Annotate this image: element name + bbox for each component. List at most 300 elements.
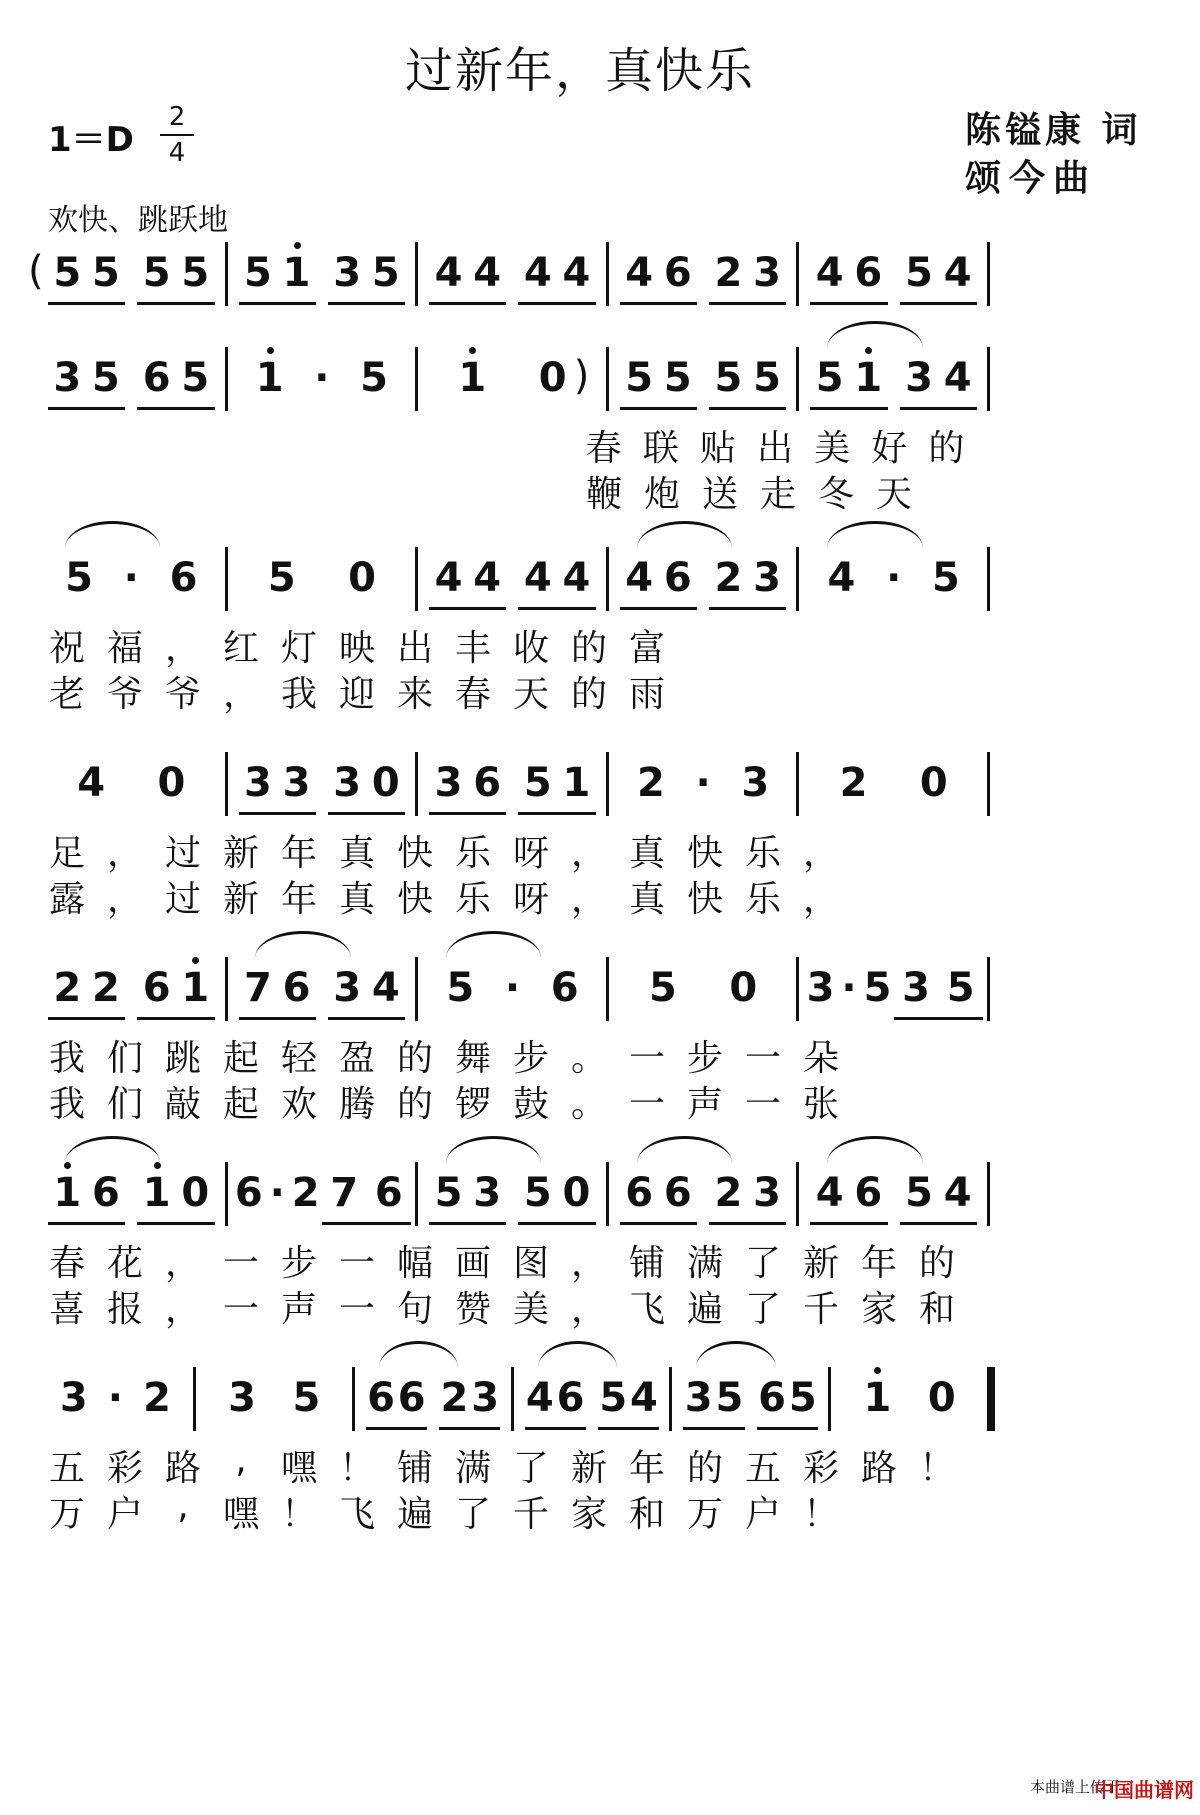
note: 5 [53,250,82,296]
lyric-line: 露 ， 过 新 年 真 快 乐 呀 ， 真 快 乐 ， [48,879,839,920]
note: 5 [434,1170,463,1216]
composer-credit [965,150,1097,201]
note: 6 [282,965,311,1011]
rest: 0 [538,355,567,401]
score-line [0,1375,1200,1445]
barline [415,752,418,816]
measure [42,965,221,1020]
note: 2 [53,965,82,1011]
note: 4 [943,250,972,296]
time-signature [160,102,194,168]
note: 4 [827,555,856,601]
beat-group [810,355,887,410]
beat-group [48,355,125,410]
note: 3 [53,355,82,401]
note: 5 [905,250,933,296]
note: 3 [684,1375,713,1421]
note: 2 [839,760,868,806]
dot: · [504,965,521,1011]
beat-group [239,760,316,815]
lyric-line: 老 爷 爷 ， 我 迎 来 春 天 的 雨 [48,674,665,715]
composer-char: 颂 [965,158,1002,199]
beat-group [709,555,786,610]
note: 5 [181,250,210,296]
barline [415,1162,418,1226]
measure [233,355,412,407]
score-line [0,250,1200,320]
beat-group [518,555,595,610]
note: 3 [282,760,311,806]
note: 3 [741,760,770,806]
note: 1 [562,760,591,806]
note: 5 [267,555,296,601]
note: 4 [625,555,654,601]
note: 3 [333,760,362,806]
note: 6 [92,1170,120,1216]
beat-group [900,1170,977,1225]
note: 6 [142,965,171,1011]
barline [796,957,799,1021]
score-line [0,355,1200,425]
beat-group [900,250,977,305]
note: 3 [333,250,362,296]
note: 4 [943,1170,972,1216]
slur [65,521,160,548]
measure [233,965,412,1020]
score-line [0,965,1200,1035]
beat-group [518,1170,595,1225]
note: 6 [367,1375,395,1421]
high-note: 1 [142,1170,171,1216]
note: 4 [473,250,502,296]
tempo-marking: 欢快、跳跃地 [48,203,228,238]
lyric-line: 鞭 炮 送 走 冬 天 [585,474,912,515]
score-line [0,1170,1200,1240]
barline [606,347,609,411]
note: 5 [243,250,272,296]
barline [987,752,990,816]
note: 5 [788,1375,817,1421]
lyric-line: 万 户 , 嘿 ！ 飞 遍 了 千 家 和 万 户 ！ [48,1486,839,1535]
barline [987,957,990,1021]
beat-group [810,250,887,305]
note: 2 [143,1375,171,1421]
beat-group [620,355,697,410]
measure [423,760,602,815]
barline [511,1367,514,1431]
barline [669,1367,672,1431]
barline [193,1367,196,1431]
note: 4 [625,250,654,296]
note: 6 [625,1170,654,1216]
repeat-paren: ) [573,353,590,399]
measure [804,250,983,305]
slur [827,321,922,348]
note: 4 [434,555,463,601]
lyric-line: 喜 报 ， 一 声 一 句 赞 美 ， 飞 遍 了 千 家 和 [48,1289,955,1330]
key-signature: 1＝D [48,120,134,160]
barline [606,752,609,816]
measure [804,760,983,812]
note: 5 [523,760,552,806]
note: 2 [92,965,120,1011]
note: 3 [228,1375,256,1421]
barline [987,242,990,306]
measure [836,1375,983,1427]
beat-group [328,965,405,1020]
slur [637,1136,732,1163]
dot: · [886,555,902,601]
beat-group [518,250,595,305]
beat-group [48,250,125,305]
measure [42,355,221,410]
note: 5 [753,355,781,401]
high-note: 1 [53,1170,82,1216]
beat-group [620,250,697,305]
note: 3 [59,1375,88,1421]
barline [828,1367,831,1431]
measure [233,760,412,815]
page-title: 过新年，真快乐 [404,43,755,99]
barline [415,242,418,306]
note: 3 [243,760,272,806]
measure [423,965,602,1017]
measure [423,250,602,305]
slur [827,521,922,548]
high-note: 1 [181,965,210,1011]
lyric-line: 我 们 敲 起 欢 腾 的 锣 鼓 。 一 声 一 张 [48,1084,839,1125]
barline [987,547,990,611]
note: 5 [905,1170,933,1216]
measure [804,355,983,410]
note: 6 [663,555,692,601]
note: 5 [625,355,654,401]
beat-group [137,355,214,410]
note: 5 [663,355,692,401]
high-note: 1 [255,355,284,401]
note: 5 [931,555,960,601]
beat-group [51,555,212,607]
lyric-line: 我 们 跳 起 轻 盈 的 舞 步 。 一 步 一 朵 [48,1038,839,1079]
barline [225,1162,228,1226]
beat-group [137,965,214,1020]
final-barline [987,1367,995,1431]
barline [225,752,228,816]
slur [446,931,541,958]
dot: · [269,1170,285,1216]
slur [827,1136,922,1163]
measure [614,965,793,1017]
beat-group [525,1375,586,1430]
measure [614,355,793,410]
measure [804,555,983,607]
note: 2 [714,250,743,296]
note: 5 [715,1375,744,1421]
lyricist-credit: 陈镒康 词 [965,110,1142,151]
note: 6 [556,1375,585,1421]
measure [614,760,793,812]
beat-group [239,965,316,1020]
note: 5 [815,355,844,401]
note: 3 [902,965,930,1011]
beat-group [328,250,405,305]
beat-group [518,760,595,815]
high-note: 1 [863,1375,892,1421]
beat-group [429,1170,506,1225]
rest: 0 [729,965,758,1011]
barline [606,957,609,1021]
beat-group [813,555,974,607]
note: 2 [440,1375,469,1421]
note: 5 [360,355,389,401]
measure [360,1375,507,1430]
note: 5 [181,355,210,401]
beat-group [757,1375,818,1430]
beat-group [623,965,784,1017]
lyric-line: 春 联 贴 出 美 好 的 [585,428,965,469]
note: 4 [371,965,400,1011]
note: 3 [753,250,781,296]
slur [446,1136,541,1163]
note: 5 [523,1170,552,1216]
rest: 0 [157,760,186,806]
composer-char: 曲 [1053,158,1090,199]
note: 5 [92,355,120,401]
note: 6 [758,1375,786,1421]
measure [614,1170,793,1225]
barline [796,347,799,411]
beat-group [709,250,786,305]
beat-group [598,1375,659,1430]
note: 3 [333,965,362,1011]
measure [804,1170,983,1225]
note: 4 [434,250,463,296]
note: 6 [473,760,502,806]
note: 4 [523,555,552,601]
note: 6 [663,250,692,296]
beat-group [48,965,125,1020]
note: 4 [473,555,502,601]
high-note: 1 [854,355,883,401]
note: 4 [525,1375,554,1421]
rest: 0 [371,760,400,806]
measure [233,555,412,607]
note: 6 [854,1170,883,1216]
beat-group [239,250,316,305]
note: 5 [65,555,93,601]
note: 6 [234,1170,263,1216]
slur [255,931,350,958]
beat-group [439,1375,500,1430]
beat-group [137,1170,214,1225]
measure [42,1170,221,1225]
fraction-line [160,134,194,136]
measure [233,250,412,305]
dot: · [695,760,711,806]
lyric-line: 足 ， 过 新 年 真 快 乐 呀 ， 真 快 乐 ， [48,833,839,874]
beat-group [429,250,506,305]
beat-group [900,355,977,410]
repeat-paren: ( [28,248,44,294]
note: 5 [292,1375,321,1421]
beat-group [210,1375,339,1427]
note: 6 [397,1375,426,1421]
barline [352,1367,355,1431]
note: 3 [753,1170,781,1216]
note: 6 [142,355,171,401]
beat-group [432,355,593,407]
note: 4 [815,1170,844,1216]
beat-group [620,1170,697,1225]
note: 5 [446,965,475,1011]
note: 5 [863,965,892,1011]
beat-group [242,355,403,407]
slur [696,1341,775,1368]
measure [42,250,221,305]
beat-group [709,355,786,410]
measure [423,1170,602,1225]
note: 5 [649,965,677,1011]
beat-group [709,1170,786,1225]
beat-group [137,250,214,305]
barline [796,752,799,816]
note: 3 [471,1375,500,1421]
note: 2 [714,555,743,601]
barline [415,347,418,411]
beat-group [810,1170,887,1225]
beat-group [328,760,405,815]
barline [225,242,228,306]
barline [415,957,418,1021]
note: 4 [943,355,972,401]
dot: · [123,555,139,601]
note: 6 [550,965,579,1011]
dot: · [107,1375,123,1421]
beat-group [845,1375,974,1427]
time-numerator: 2 [168,102,186,132]
lyric-line: 祝 福 ， 红 灯 映 出 丰 收 的 富 [48,628,665,669]
beat-group [813,760,974,812]
rest: 0 [927,1375,956,1421]
note: 7 [330,1170,359,1216]
note: 3 [806,965,835,1011]
note: 3 [753,555,781,601]
measure [423,555,602,610]
note: 6 [374,1170,403,1216]
rest: 0 [919,760,948,806]
barline [415,547,418,611]
note: 2 [636,760,665,806]
barline [225,547,228,611]
barline [225,957,228,1021]
beat-group [233,1170,322,1222]
beat-group [623,760,784,812]
beat-group [48,1170,125,1225]
note: 4 [77,760,106,806]
note: 5 [92,250,120,296]
measure [42,555,221,607]
note: 6 [663,1170,692,1216]
barline [987,1162,990,1226]
barline [796,1162,799,1226]
upload-note: 本曲谱上传于 [1029,1778,1120,1796]
beat-group [894,965,983,1020]
beat-group [51,760,212,812]
site-logo: 中国曲谱网 [1094,1778,1194,1802]
slur [637,521,732,548]
rest: 0 [348,555,376,601]
composer-char: 今 [1009,158,1046,199]
barline [606,547,609,611]
measure [42,760,221,812]
note: 4 [562,555,591,601]
barline [796,242,799,306]
note: 6 [854,250,883,296]
barline [796,547,799,611]
note: 5 [714,355,743,401]
score-line [0,760,1200,830]
barline [606,242,609,306]
measure [519,1375,666,1430]
note: 3 [473,1170,502,1216]
score-line [0,555,1200,625]
measure [804,965,983,1020]
barline [606,1162,609,1226]
measure [233,1170,412,1225]
note: 5 [599,1375,628,1421]
beat-group [429,760,506,815]
beat-group [51,1375,180,1427]
beat-group [620,555,697,610]
note: 4 [562,250,591,296]
beat-group [432,965,593,1017]
measure [42,1375,189,1427]
beat-group [366,1375,427,1430]
note: 3 [905,355,933,401]
note: 4 [523,250,552,296]
dot: · [314,355,330,401]
note: 2 [291,1170,320,1216]
beat-group [804,965,893,1017]
slur [379,1341,458,1368]
beat-group [429,555,506,610]
note: 5 [371,250,400,296]
note: 5 [946,965,975,1011]
dot: · [841,965,857,1011]
slur [65,1136,160,1163]
measure [614,555,793,610]
note: 3 [434,760,463,806]
measure [201,1375,348,1427]
note: 6 [169,555,198,601]
measure [614,250,793,305]
note: 4 [815,250,844,296]
note: 2 [714,1170,743,1216]
note: 4 [630,1375,658,1421]
lyric-line: 春 花 ， 一 步 一 幅 画 图 ， 铺 满 了 新 年 的 [48,1243,955,1284]
beat-group [242,555,403,607]
high-note: 1 [282,250,311,296]
time-denominator: 4 [168,138,186,168]
note: 5 [142,250,171,296]
note: 7 [243,965,272,1011]
barline [225,347,228,411]
slur [538,1341,617,1368]
barline [987,347,990,411]
lyric-line: 五 彩 路 , 嘿 ！ 铺 满 了 新 年 的 五 彩 路 ！ [48,1440,955,1489]
measure [677,1375,824,1430]
rest: 0 [562,1170,591,1216]
